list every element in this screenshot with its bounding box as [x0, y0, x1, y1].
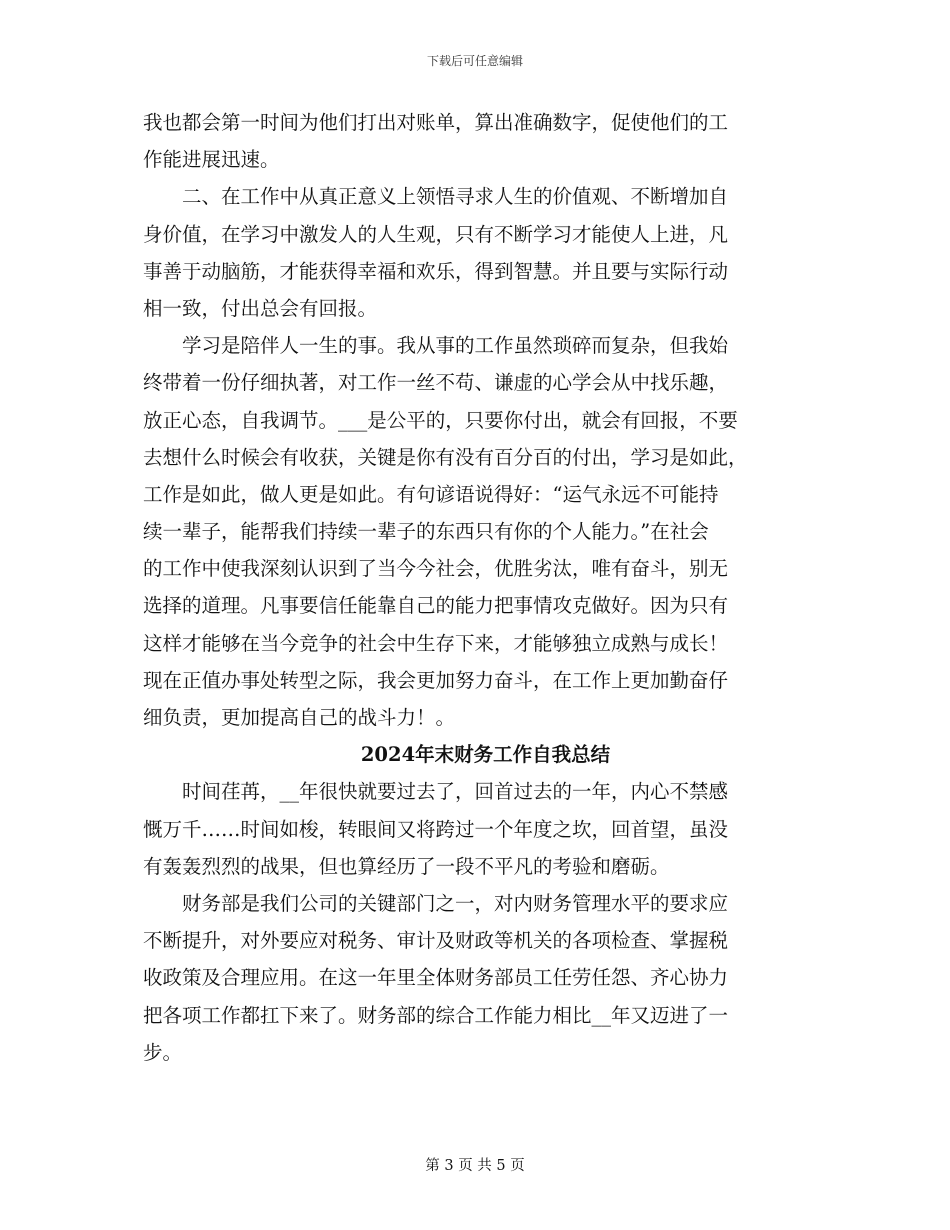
text-line: 我也都会第一时间为他们打出对账单，算出准确数字，促使他们的工: [143, 111, 729, 134]
text-line: 的工作中使我深刻认识到了当今今社会，优胜劣汰，唯有奋斗，别无: [143, 557, 729, 581]
text-line: 放正心态，自我调节。___是公平的，只要你付出，就会有回报，不要: [143, 408, 738, 432]
text-line: 事善于动脑筋，才能获得幸福和欢乐，得到智慧。并且要与实际行动: [143, 259, 729, 283]
text-line: 工作是如此，做人更是如此。有句谚语说得好：“运气永远不可能持: [143, 482, 719, 506]
paragraph-start-line: 学习是陪伴人一生的事。我从事的工作虽然琐碎而复杂，但我始: [143, 334, 729, 358]
text-line: 现在正值办事处转型之际，我会更加努力奋斗，在工作上更加勤奋仔: [143, 668, 729, 692]
paragraph-start-line: 财务部是我们公司的关键部门之一，对内财务管理水平的要求应: [143, 891, 729, 915]
page-header: 下载后可任意编辑: [426, 54, 523, 68]
document-body: [143, 104, 808, 1071]
text-line: 终带着一份仔细执著，对工作一丝不苟、谦虚的心学会从中找乐趣，: [143, 371, 729, 395]
text-line: 作能进展迅速。: [143, 148, 280, 172]
page-footer: 第 3 页 共 5 页: [425, 1158, 525, 1174]
text-line: 这样才能够在当今竞争的社会中生存下来，才能够独立成熟与成长！: [143, 631, 729, 655]
text-line: 不断提升，对外要应对税务、审计及财政等机关的各项检查、掌握税: [143, 929, 729, 953]
paragraph-start-line: 时间荏苒，__年很快就要过去了，回首过去的一年，内心不禁感: [143, 780, 729, 804]
text-line: 相一致，付出总会有回报。: [143, 296, 378, 320]
text-line: 有轰轰烈烈的战果，但也算经历了一段不平凡的考验和磨砺。: [143, 854, 670, 878]
text-line: 慨万千……时间如梭，转眼间又将跨过一个年度之坎，回首望，虽没: [143, 817, 729, 841]
text-line: 身价值，在学习中激发人的人生观，只有不断学习才能使人上进，凡: [143, 222, 729, 246]
section-heading: 2024年末财务工作自我总结: [360, 743, 611, 767]
text-line: 续一辈子，能帮我们持续一辈子的东西只有你的个人能力。”在社会: [143, 520, 709, 544]
text-line: 选择的道理。凡事要信任能靠自己的能力把事情攻克做好。因为只有: [143, 594, 729, 618]
text-line: 把各项工作都扛下来了。财务部的综合工作能力相比__年又迈进了一: [143, 1003, 729, 1027]
text-line: 细负责，更加提高自己的战斗力！。: [143, 706, 456, 729]
paragraph-start-line: 二、在工作中从真正意义上领悟寻求人生的价值观、不断增加自: [143, 185, 729, 209]
text-line: 步。: [143, 1040, 183, 1064]
text-line: 去想什么时候会有收获，关键是你有没有百分百的付出，学习是如此，: [143, 445, 748, 469]
text-line: 收政策及合理应用。在这一年里全体财务部员工任劳任怨、齐心协力: [143, 966, 729, 990]
